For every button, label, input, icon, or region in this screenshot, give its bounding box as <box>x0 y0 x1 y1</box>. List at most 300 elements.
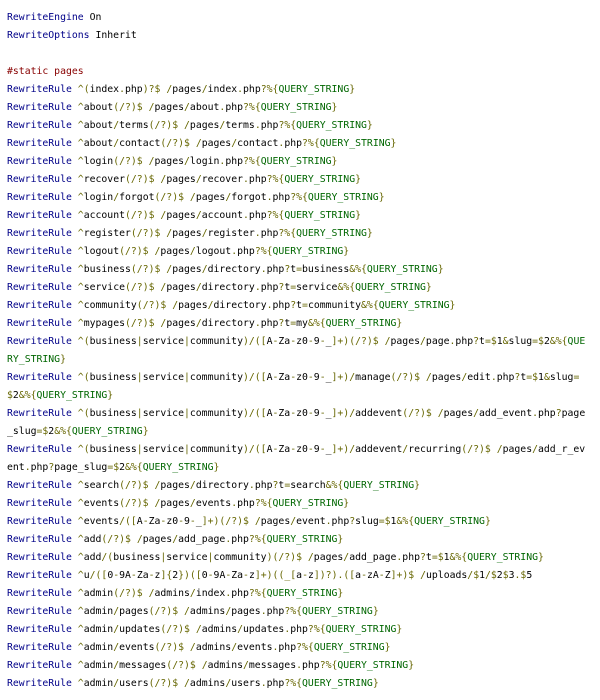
code-token: admin <box>83 588 114 599</box>
code-token: pages <box>166 210 196 221</box>
code-token: login <box>83 192 114 203</box>
code-token: / <box>148 156 155 167</box>
code-token: 9 <box>313 372 320 383</box>
code-token: =$ <box>532 336 544 347</box>
code-token: mypages <box>83 318 125 329</box>
code-token: . <box>266 300 273 311</box>
code-token: php <box>231 534 249 545</box>
code-line <box>7 603 587 621</box>
code-token: ^ <box>77 138 84 149</box>
code-token: (/?)$ <box>130 228 161 239</box>
code-token: | <box>183 372 190 383</box>
code-token: 2 <box>543 336 550 347</box>
code-token: . <box>260 606 267 617</box>
code-token: directory <box>201 282 255 293</box>
code-token: / <box>172 300 179 311</box>
code-token: a <box>355 570 362 581</box>
code-token: Inherit <box>89 30 137 41</box>
code-token: php <box>237 498 255 509</box>
code-line <box>7 27 587 45</box>
code-token: Za <box>278 408 291 419</box>
code-token: _ <box>325 336 332 347</box>
code-token: business <box>83 264 131 275</box>
code-line <box>7 639 587 657</box>
code-token: pages <box>154 156 185 167</box>
code-token: (/?)$ <box>125 318 155 329</box>
code-token: Za <box>148 516 161 527</box>
code-token: search <box>83 480 120 491</box>
code-token: php <box>260 228 279 239</box>
code-token: / <box>166 84 173 95</box>
code-token: forgot <box>231 192 267 203</box>
code-token: / <box>189 588 196 599</box>
code-line <box>7 531 587 549</box>
code-token: QUERY_STRING <box>467 552 538 563</box>
code-token: / <box>231 138 238 149</box>
code-line <box>7 99 587 117</box>
code-token: - <box>319 336 326 347</box>
code-token: RewriteRule <box>7 624 72 635</box>
code-token: ]+)((_[ <box>254 570 297 581</box>
code-token: ?%{ <box>284 678 303 689</box>
code-token: . <box>119 84 125 95</box>
code-token: / <box>195 318 202 329</box>
code-token: - <box>225 570 232 581</box>
code-token: t <box>296 300 303 311</box>
code-line <box>7 81 587 99</box>
code-token: } <box>331 102 338 113</box>
code-token: a <box>296 570 303 581</box>
code-line <box>7 495 587 513</box>
code-token: &%{ <box>18 390 37 401</box>
code-token: 9 <box>313 336 320 347</box>
code-token: updates <box>119 624 161 635</box>
code-token: ?%{ <box>290 192 308 203</box>
code-token: (/?)$ <box>160 138 190 149</box>
code-token: RewriteRule <box>7 174 72 185</box>
code-token: - <box>319 372 326 383</box>
code-token: QUERY_STRING <box>142 462 214 473</box>
code-token: - <box>130 570 137 581</box>
code-token: service <box>166 552 208 563</box>
code-token: admins <box>195 642 232 653</box>
code-token: / <box>254 516 261 527</box>
code-token: } <box>372 606 379 617</box>
code-token: &%{ <box>361 300 379 311</box>
code-token: RewriteRule <box>7 372 72 383</box>
code-token: ^ <box>77 606 84 617</box>
code-token: On <box>83 12 102 23</box>
code-token: pages <box>166 174 196 185</box>
code-token: RewriteRule <box>7 660 72 671</box>
code-token: } <box>538 552 544 563</box>
code-token: php <box>266 678 285 689</box>
code-token: &%{ <box>337 282 356 293</box>
code-token: pages <box>390 336 421 347</box>
code-token: =$ <box>484 336 497 347</box>
code-token: pages <box>431 372 462 383</box>
code-token: php <box>331 516 350 527</box>
code-token: QUERY_STRING <box>337 660 409 671</box>
code-token: / <box>195 210 202 221</box>
code-token: ?%{ <box>254 246 273 257</box>
code-token: = <box>296 264 303 275</box>
code-token: ^ <box>77 552 84 563</box>
code-token: QUERY_STRING <box>302 606 373 617</box>
code-token: pages <box>142 534 173 545</box>
code-token: _ <box>325 372 332 383</box>
code-token: / <box>160 174 167 185</box>
code-token: / <box>189 192 196 203</box>
code-token: / <box>473 408 480 419</box>
code-token: ^( <box>77 372 90 383</box>
code-token: . <box>278 138 285 149</box>
code-token: index <box>89 84 120 95</box>
code-token: &%{ <box>307 318 326 329</box>
code-token: (/?)$ <box>125 282 155 293</box>
code-token: pages <box>189 120 220 131</box>
code-token: RewriteRule <box>7 498 72 509</box>
code-token: RewriteRule <box>7 210 72 221</box>
code-token: })([ <box>178 570 202 581</box>
code-token: QUERY_STRING <box>272 498 344 509</box>
code-token: php <box>272 300 291 311</box>
code-token: ^ <box>77 480 84 491</box>
code-token: add <box>83 534 102 545</box>
code-token: RewriteRule <box>7 192 72 203</box>
code-token: ?%{ <box>254 498 273 509</box>
code-line <box>7 315 587 333</box>
code-token: RewriteRule <box>7 606 72 617</box>
code-token: (/?)$ <box>160 624 190 635</box>
code-token: / <box>189 480 196 491</box>
code-token: ^ <box>77 678 84 689</box>
code-token: = <box>290 282 297 293</box>
code-token: & <box>543 372 550 383</box>
code-token: | <box>160 552 167 563</box>
code-token: pages <box>178 300 208 311</box>
code-token: ? <box>473 336 480 347</box>
code-line <box>7 297 587 315</box>
code-token: RewriteRule <box>7 318 72 329</box>
code-token: | <box>183 336 190 347</box>
code-token: messages <box>119 660 167 671</box>
code-token: addevent <box>355 408 403 419</box>
code-token: )?$ <box>142 84 161 95</box>
code-token: / <box>148 588 155 599</box>
code-token: } <box>355 210 362 221</box>
code-token: - <box>307 444 314 455</box>
code-token: community <box>307 300 362 311</box>
code-token: / <box>425 372 432 383</box>
code-token: } <box>425 282 432 293</box>
code-token: z <box>307 570 314 581</box>
code-token: RewriteRule <box>7 588 72 599</box>
code-token: - <box>272 408 279 419</box>
code-token: ? <box>278 318 285 329</box>
code-token: / <box>201 660 208 671</box>
code-token: php <box>125 84 143 95</box>
code-line <box>7 477 587 495</box>
code-token: index <box>195 588 226 599</box>
code-token: php <box>302 660 320 671</box>
code-token: } <box>384 642 391 653</box>
code-token: ^ <box>77 318 84 329</box>
code-token: logout <box>83 246 120 257</box>
code-token: community <box>189 336 243 347</box>
code-token: RewriteRule <box>7 570 72 581</box>
code-token: ]+)/ <box>331 444 356 455</box>
code-token: / <box>231 642 238 653</box>
code-token: RewriteRule <box>7 642 72 653</box>
code-token: . <box>514 570 521 581</box>
code-token: pages <box>172 264 202 275</box>
code-token: directory <box>213 300 267 311</box>
code-token: ? <box>48 462 55 473</box>
code-token: ?%{ <box>278 120 297 131</box>
code-token: )/([ <box>242 408 267 419</box>
code-token: admin <box>83 660 114 671</box>
code-token: z <box>248 570 255 581</box>
code-token: QUERY_STRING <box>414 516 485 527</box>
code-line <box>7 279 587 297</box>
code-token: . <box>243 174 249 185</box>
code-token: A <box>266 444 273 455</box>
code-token: ^ <box>77 570 84 581</box>
code-token: QUERY_STRING <box>313 642 385 653</box>
code-token: / <box>154 498 161 509</box>
code-token: service <box>296 282 338 293</box>
code-token: (/?)$ <box>166 660 196 671</box>
code-token: - <box>319 444 326 455</box>
code-token: / <box>184 102 190 113</box>
code-token: /( <box>101 552 114 563</box>
code-token: 1 <box>496 336 503 347</box>
code-token: messages <box>248 660 297 671</box>
code-token: php <box>266 606 285 617</box>
code-token: pages <box>119 606 149 617</box>
code-token: admins <box>154 588 190 599</box>
code-token: (/?)$ <box>119 480 149 491</box>
code-token: users <box>231 678 261 689</box>
code-token: / <box>160 318 167 329</box>
code-token: / <box>343 552 350 563</box>
code-token: pages <box>172 84 202 95</box>
code-token: QUERY_STRING <box>296 228 367 239</box>
code-token: = <box>290 318 297 329</box>
code-token: / <box>201 264 208 275</box>
code-line <box>7 117 587 135</box>
code-token: community <box>189 372 243 383</box>
code-token: RewriteRule <box>7 246 72 257</box>
code-token: events <box>195 498 232 509</box>
code-token: service <box>142 444 184 455</box>
code-token: add_event <box>479 408 533 419</box>
code-token: / <box>113 138 120 149</box>
code-token: } <box>355 174 362 185</box>
code-token: - <box>178 516 185 527</box>
code-token: register <box>83 228 131 239</box>
code-token: QUERY_STRING <box>266 534 338 545</box>
code-token: / <box>201 84 208 95</box>
code-token: z0 <box>296 444 308 455</box>
code-token: register <box>207 228 255 239</box>
code-token: t <box>425 552 432 563</box>
code-token: RewriteRule <box>7 228 72 239</box>
code-token: ^( <box>77 336 90 347</box>
code-token: community <box>189 408 243 419</box>
code-token: slug <box>549 372 574 383</box>
code-token: ^( <box>77 84 90 95</box>
code-token: admin <box>83 624 114 635</box>
code-token: . <box>225 588 232 599</box>
code-token: . <box>449 336 456 347</box>
code-token: php <box>496 372 515 383</box>
code-token: t <box>278 480 285 491</box>
code-token: - <box>272 372 279 383</box>
code-token: - <box>272 444 279 455</box>
code-token: =$ <box>107 462 120 473</box>
code-token: 2 <box>172 570 179 581</box>
code-token: } <box>331 156 338 167</box>
code-token: php <box>260 282 279 293</box>
code-token: about <box>83 120 114 131</box>
code-token: php <box>243 84 261 95</box>
code-token: ^ <box>77 246 84 257</box>
code-token: login <box>189 156 220 167</box>
code-token: / <box>189 642 196 653</box>
code-token: ]+)$ <box>390 570 415 581</box>
code-token: / <box>225 678 232 689</box>
code-token: 2 <box>12 390 19 401</box>
code-token: Za <box>278 372 291 383</box>
code-token: search <box>290 480 326 491</box>
code-token: directory <box>195 480 249 491</box>
code-token: - <box>361 570 367 581</box>
code-token: php <box>237 246 255 257</box>
code-token: 1 <box>479 570 485 581</box>
code-token: & <box>502 336 509 347</box>
code-token: ]+)/ <box>331 408 356 419</box>
code-token: . <box>254 282 261 293</box>
code-token: . <box>532 408 539 419</box>
code-token: &%{ <box>449 552 468 563</box>
code-token: / <box>113 660 120 671</box>
code-token: t <box>284 282 291 293</box>
code-token: zA <box>366 570 379 581</box>
code-token: admins <box>207 660 243 671</box>
code-token: ?%{ <box>243 102 261 113</box>
code-token: A <box>266 336 273 347</box>
code-token: ?%{ <box>302 138 320 149</box>
code-token: ^( <box>77 408 90 419</box>
code-token: ]{ <box>160 570 173 581</box>
code-token: events <box>83 516 120 527</box>
code-token: service <box>83 282 125 293</box>
code-token: admin <box>83 678 114 689</box>
code-token: QUERY_STRING <box>284 174 356 185</box>
code-token: } <box>484 516 491 527</box>
code-token: QUERY_STRING <box>278 84 350 95</box>
code-token: add_r_event <box>7 444 586 473</box>
code-token: logout <box>195 246 232 257</box>
code-token: } <box>337 588 344 599</box>
code-token: . <box>284 624 291 635</box>
code-token: pages <box>502 444 533 455</box>
code-token: . <box>24 462 31 473</box>
code-token: ^ <box>77 534 84 545</box>
code-token: ?%{ <box>266 210 285 221</box>
code-token: QUERY_STRING <box>284 210 356 221</box>
code-token: A <box>266 372 273 383</box>
code-token: RewriteRule <box>7 282 72 293</box>
code-token: / <box>243 660 249 671</box>
code-token: users <box>119 678 149 689</box>
code-token: (/?)$ <box>113 588 143 599</box>
code-line <box>7 243 587 261</box>
code-token: - <box>307 336 314 347</box>
code-token: / <box>420 336 426 347</box>
code-token: ?%{ <box>248 588 267 599</box>
code-token: | <box>183 408 190 419</box>
code-token: . <box>396 552 403 563</box>
code-token: QUERY_STRING <box>319 138 391 149</box>
code-line <box>7 207 587 225</box>
code-token: account <box>201 210 244 221</box>
code-token: } <box>213 462 220 473</box>
code-token: - <box>243 570 249 581</box>
code-token: slug <box>355 516 379 527</box>
code-token: ^ <box>77 660 84 671</box>
code-token: / <box>172 534 179 545</box>
code-token: uploads <box>426 570 468 581</box>
code-token: ^ <box>77 192 84 203</box>
code-token: (/?)$ <box>148 606 179 617</box>
code-token: } <box>437 264 444 275</box>
code-token: ?%{ <box>319 660 338 671</box>
code-token: php <box>402 552 420 563</box>
code-token: account <box>83 210 125 221</box>
code-token: 2 <box>496 570 503 581</box>
code-token: / <box>437 408 444 419</box>
code-token: 1 <box>443 552 450 563</box>
code-line <box>7 675 587 693</box>
code-token: A <box>266 408 273 419</box>
code-token: php <box>455 336 474 347</box>
code-token: | <box>136 336 143 347</box>
code-token: Za <box>278 336 291 347</box>
code-token: page_slug <box>7 408 586 437</box>
code-token: 0 <box>107 570 114 581</box>
code-token: Za <box>278 444 291 455</box>
code-token: (/?)$ <box>119 498 149 509</box>
code-token: =$ <box>526 372 539 383</box>
code-token: RewriteRule <box>7 102 72 113</box>
code-token: business <box>89 372 137 383</box>
code-token: / <box>113 624 120 635</box>
code-token: ? <box>420 552 426 563</box>
code-token: 3 <box>508 570 515 581</box>
code-token: - <box>189 516 196 527</box>
code-token: } <box>343 246 350 257</box>
code-token: RewriteRule <box>7 534 72 545</box>
code-token: / <box>195 174 202 185</box>
code-token: / <box>237 624 244 635</box>
code-token: php <box>290 624 308 635</box>
code-token: / <box>113 678 120 689</box>
code-token: . <box>266 192 273 203</box>
code-token: )/([ <box>242 336 267 347</box>
